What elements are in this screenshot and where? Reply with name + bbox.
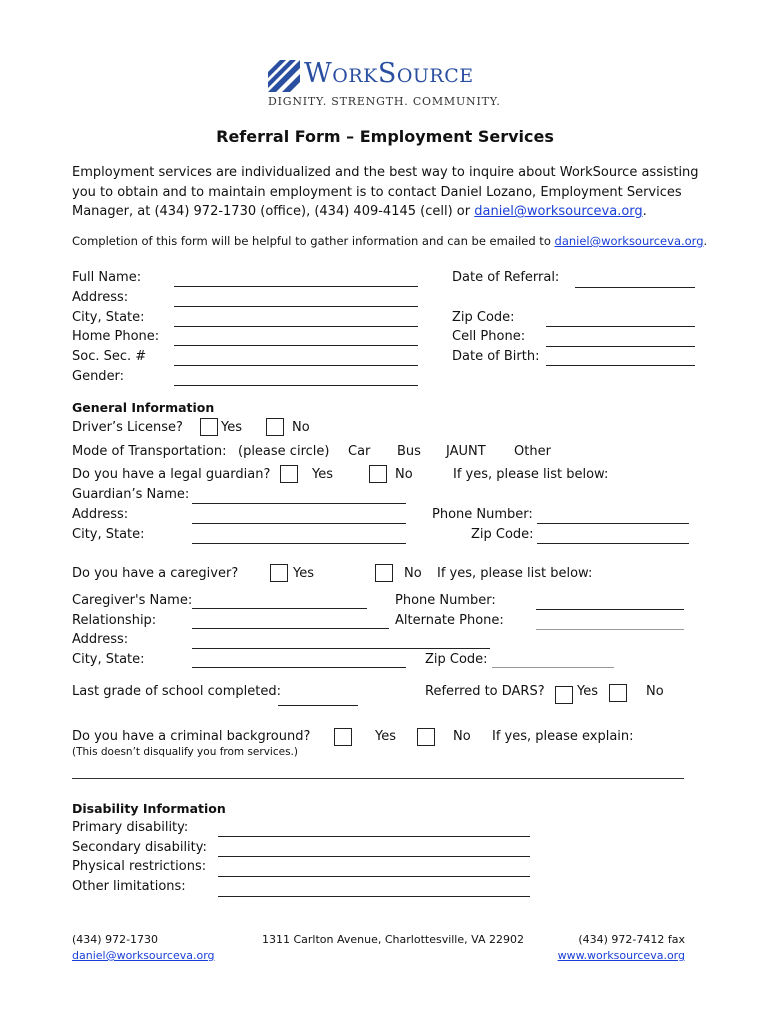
caregiver-question: Do you have a caregiver?	[72, 566, 239, 581]
alternate-phone-label: Alternate Phone:	[395, 613, 504, 628]
alternate-phone-field[interactable]	[536, 629, 684, 630]
last-grade-label: Last grade of school completed:	[72, 684, 281, 699]
guardian-address-label: Address:	[72, 507, 129, 522]
relationship-field[interactable]	[192, 628, 389, 629]
ssn-field[interactable]	[174, 365, 418, 366]
transport-label: Mode of Transportation:	[72, 444, 227, 459]
relationship-label: Relationship:	[72, 613, 157, 628]
guardian-yes-label: Yes	[312, 467, 333, 482]
caregiver-yes-checkbox[interactable]	[270, 564, 288, 582]
caregiver-if-yes: If yes, please list below:	[437, 566, 593, 581]
criminal-yes-checkbox[interactable]	[334, 728, 352, 746]
drivers-license-yes-checkbox[interactable]	[200, 418, 218, 436]
last-grade-field[interactable]	[278, 705, 358, 706]
city-state-field[interactable]	[174, 326, 418, 327]
completion-period: .	[703, 234, 708, 248]
guardian-address-field[interactable]	[192, 523, 406, 524]
primary-disability-field[interactable]	[218, 836, 530, 837]
caregiver-name-label: Caregiver's Name:	[72, 593, 193, 608]
logo	[266, 58, 506, 110]
footer-address: 1311 Carlton Avenue, Charlottesville, VA 22902	[262, 933, 524, 946]
gender-field[interactable]	[174, 385, 418, 386]
address-field[interactable]	[174, 306, 418, 307]
criminal-if-yes: If yes, please explain:	[492, 729, 634, 744]
referred-dars-label: Referred to DARS?	[425, 684, 545, 699]
guardian-no-checkbox[interactable]	[369, 465, 387, 483]
intro-email-link[interactable]: daniel@worksourceva.org	[474, 204, 643, 219]
primary-disability-label: Primary disability:	[72, 820, 189, 835]
criminal-no-checkbox[interactable]	[417, 728, 435, 746]
caregiver-zip-label: Zip Code:	[425, 652, 488, 667]
caregiver-yes-label: Yes	[293, 566, 314, 581]
guardian-if-yes: If yes, please list below:	[453, 467, 609, 482]
physical-restrictions-field[interactable]	[218, 876, 530, 877]
guardian-city-state-label: City, State:	[72, 527, 145, 542]
ssn-label: Soc. Sec. #	[72, 349, 147, 364]
drivers-license-no-checkbox[interactable]	[266, 418, 284, 436]
address-label: Address:	[72, 290, 129, 305]
full-name-field[interactable]	[174, 286, 418, 287]
general-info-heading: General Information	[72, 400, 215, 415]
drivers-license-label: Driver’s License?	[72, 420, 183, 435]
caregiver-city-state-field[interactable]	[192, 667, 406, 668]
full-name-label: Full Name:	[72, 270, 142, 285]
guardian-zip-label: Zip Code:	[471, 527, 534, 542]
criminal-yes-label: Yes	[375, 729, 396, 744]
criminal-no-label: No	[453, 729, 471, 744]
caregiver-phone-field[interactable]	[536, 609, 684, 610]
date-of-referral-field[interactable]	[575, 287, 695, 288]
caregiver-no-checkbox[interactable]	[375, 564, 393, 582]
caregiver-zip-field[interactable]	[492, 667, 614, 668]
criminal-note: (This doesn’t disqualify you from services.)	[72, 746, 298, 758]
transport-option-jaunt[interactable]: JAUNT	[446, 444, 486, 459]
footer-email-link[interactable]: daniel@worksourceva.org	[72, 949, 215, 962]
dob-label: Date of Birth:	[452, 349, 540, 364]
home-phone-field[interactable]	[174, 345, 418, 346]
criminal-question: Do you have a criminal background?	[72, 729, 311, 744]
cell-phone-label: Cell Phone:	[452, 329, 526, 344]
guardian-phone-label: Phone Number:	[432, 507, 533, 522]
intro-paragraph	[72, 163, 704, 222]
tagline: DIGNITY. STRENGTH. COMMUNITY.	[268, 95, 501, 108]
footer-phone: (434) 972-1730	[72, 933, 159, 946]
guardian-phone-field[interactable]	[537, 523, 689, 524]
disability-heading: Disability Information	[72, 801, 226, 816]
home-phone-label: Home Phone:	[72, 329, 160, 344]
physical-restrictions-label: Physical restrictions:	[72, 859, 207, 874]
caregiver-city-state-label: City, State:	[72, 652, 145, 667]
footer-website-link[interactable]: www.worksourceva.org	[557, 949, 685, 962]
transport-option-bus[interactable]: Bus	[397, 444, 421, 459]
drivers-license-yes-label: Yes	[221, 420, 242, 435]
completion-note	[72, 234, 707, 248]
caregiver-phone-label: Phone Number:	[395, 593, 496, 608]
completion-email-link[interactable]: daniel@worksourceva.org	[554, 234, 704, 248]
gender-label: Gender:	[72, 369, 125, 384]
guardian-name-label: Guardian’s Name:	[72, 487, 190, 502]
caregiver-name-field[interactable]	[192, 608, 367, 609]
intro-period: .	[642, 204, 647, 219]
guardian-yes-checkbox[interactable]	[280, 465, 298, 483]
other-limitations-field[interactable]	[218, 896, 530, 897]
secondary-disability-field[interactable]	[218, 856, 530, 857]
caregiver-address-field[interactable]	[192, 648, 490, 649]
transport-option-other[interactable]: Other	[514, 444, 551, 459]
completion-text: Completion of this form will be helpful to gather information and can be emailed to	[72, 234, 551, 248]
brand-name: WorkSource	[304, 58, 474, 89]
other-limitations-label: Other limitations:	[72, 879, 186, 894]
zip-code-label: Zip Code:	[452, 310, 515, 325]
guardian-city-state-field[interactable]	[192, 543, 406, 544]
caregiver-address-label: Address:	[72, 632, 129, 647]
intro-text: Employment services are individualized and the best way to inquire about WorkSource assisting you to obtain and to maintain employment is to contact Daniel Lozano, Employment Services Manager, at (434) 972-1730 (office), (434) 409-4145 (cell) or	[72, 165, 699, 219]
dars-yes-label: Yes	[577, 684, 598, 699]
cell-phone-field[interactable]	[546, 346, 695, 347]
guardian-question: Do you have a legal guardian?	[72, 467, 271, 482]
dars-no-checkbox[interactable]	[609, 684, 627, 702]
secondary-disability-label: Secondary disability:	[72, 840, 207, 855]
transport-option-car[interactable]: Car	[348, 444, 371, 459]
footer-fax: (434) 972-7412 fax	[578, 933, 685, 946]
dars-no-label: No	[646, 684, 664, 699]
transport-hint: (please circle)	[238, 444, 330, 459]
guardian-no-label: No	[395, 467, 413, 482]
dars-yes-checkbox[interactable]	[555, 686, 573, 704]
page-title: Referral Form – Employment Services	[216, 127, 554, 146]
zip-code-field[interactable]	[546, 326, 695, 327]
date-of-referral-label: Date of Referral:	[452, 270, 560, 285]
dob-field[interactable]	[546, 365, 695, 366]
guardian-name-field[interactable]	[192, 503, 406, 504]
section-divider	[72, 778, 684, 779]
worksource-mark-icon	[268, 60, 300, 92]
drivers-license-no-label: No	[292, 420, 310, 435]
city-state-label: City, State:	[72, 310, 145, 325]
caregiver-no-label: No	[404, 566, 422, 581]
guardian-zip-field[interactable]	[537, 543, 689, 544]
